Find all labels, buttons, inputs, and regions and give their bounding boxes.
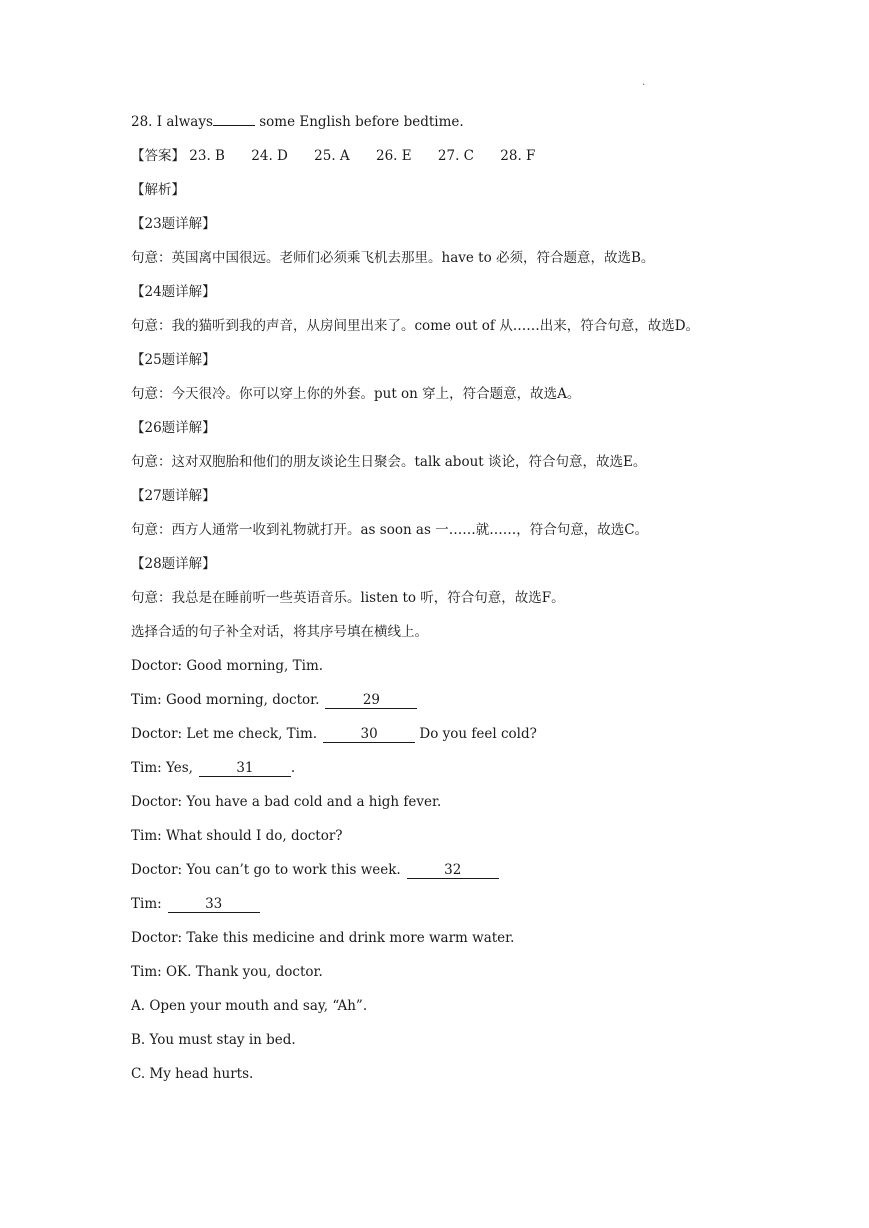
dialogue-text: Doctor: You have a bad cold and a high fever. bbox=[131, 794, 442, 810]
dialogue-line bbox=[131, 958, 751, 992]
dialogue-text: Tim: Good morning, doctor. bbox=[131, 692, 320, 708]
dialogue-line bbox=[131, 788, 751, 822]
dialogue-text: Tim: Yes, bbox=[131, 760, 193, 776]
detail-text-23: 句意：英国离中国很远。老师们必须乘飞机去那里。have to 必须，符合题意，故选B。 bbox=[131, 250, 655, 266]
analysis-label: 【解析】 bbox=[131, 182, 185, 198]
dialogue-line bbox=[131, 924, 751, 958]
answer-line bbox=[131, 142, 751, 176]
detail-heading-24: 【24题详解】 bbox=[131, 284, 216, 300]
dialogue-after: . bbox=[290, 760, 296, 776]
answer-item: 24. D bbox=[251, 148, 288, 164]
page-marker: · bbox=[642, 80, 646, 91]
dialogue-line bbox=[131, 890, 751, 924]
blank-33[interactable]: 33 bbox=[168, 896, 260, 913]
answer-item: 27. C bbox=[437, 148, 474, 164]
detail-heading-26: 【26题详解】 bbox=[131, 420, 216, 436]
answer-item: 23. B bbox=[189, 148, 225, 164]
detail-heading-27: 【27题详解】 bbox=[131, 488, 216, 504]
blank-30[interactable]: 30 bbox=[323, 726, 415, 743]
instruction: 选择合适的句子补全对话，将其序号填在横线上。 bbox=[131, 624, 428, 640]
blank-31[interactable]: 31 bbox=[199, 760, 291, 777]
detail-text-27: 句意：西方人通常一收到礼物就打开。as soon as 一……就……，符合句意，故选C。 bbox=[131, 522, 649, 538]
question-28 bbox=[131, 108, 751, 142]
question-28-blank bbox=[213, 113, 255, 126]
dialogue-text: Tim: What should I do, doctor? bbox=[131, 828, 343, 844]
dialogue-line bbox=[131, 822, 751, 856]
detail-text-28: 句意：我总是在睡前听一些英语音乐。listen to 听，符合句意，故选F。 bbox=[131, 590, 565, 606]
dialogue-line bbox=[131, 652, 751, 686]
dialogue-text: Doctor: Let me check, Tim. bbox=[131, 726, 318, 742]
question-28-suffix: some English before bedtime. bbox=[254, 114, 464, 130]
dialogue-text: Tim: bbox=[131, 896, 162, 912]
answer-item: 28. F bbox=[500, 148, 536, 164]
detail-heading-25: 【25题详解】 bbox=[131, 352, 216, 368]
dialogue-text: Doctor: Good morning, Tim. bbox=[131, 658, 324, 674]
option-b: B. You must stay in bed. bbox=[131, 1032, 296, 1048]
dialogue-line bbox=[131, 720, 751, 754]
option-a: A. Open your mouth and say, “Ah”. bbox=[131, 998, 368, 1014]
answer-item: 25. A bbox=[314, 148, 350, 164]
answer-item: 26. E bbox=[375, 148, 412, 164]
detail-text-25: 句意：今天很冷。你可以穿上你的外套。put on 穿上，符合题意，故选A。 bbox=[131, 386, 581, 402]
blank-32[interactable]: 32 bbox=[407, 862, 499, 879]
dialogue-line bbox=[131, 856, 751, 890]
question-28-prefix: 28. I always bbox=[131, 114, 213, 130]
option-c: C. My head hurts. bbox=[131, 1066, 254, 1082]
dialogue-text: Tim: OK. Thank you, doctor. bbox=[131, 964, 323, 980]
dialogue-line bbox=[131, 686, 751, 720]
dialogue-line bbox=[131, 754, 751, 788]
detail-heading-28: 【28题详解】 bbox=[131, 556, 216, 572]
blank-29[interactable]: 29 bbox=[325, 692, 417, 709]
dialogue-text: Doctor: Take this medicine and drink more warm water. bbox=[131, 930, 515, 946]
dialogue-after: Do you feel cold? bbox=[415, 726, 537, 742]
detail-text-24: 句意：我的猫听到我的声音，从房间里出来了。come out of 从……出来，符合句意，故选D。 bbox=[131, 318, 700, 334]
detail-text-26: 句意：这对双胞胎和他们的朋友谈论生日聚会。talk about 谈论，符合句意，故选E。 bbox=[131, 454, 647, 470]
dialogue-text: Doctor: You can’t go to work this week. bbox=[131, 862, 401, 878]
document-body bbox=[131, 108, 751, 1094]
detail-heading-23: 【23题详解】 bbox=[131, 216, 216, 232]
answer-label: 【答案】 bbox=[131, 148, 185, 164]
